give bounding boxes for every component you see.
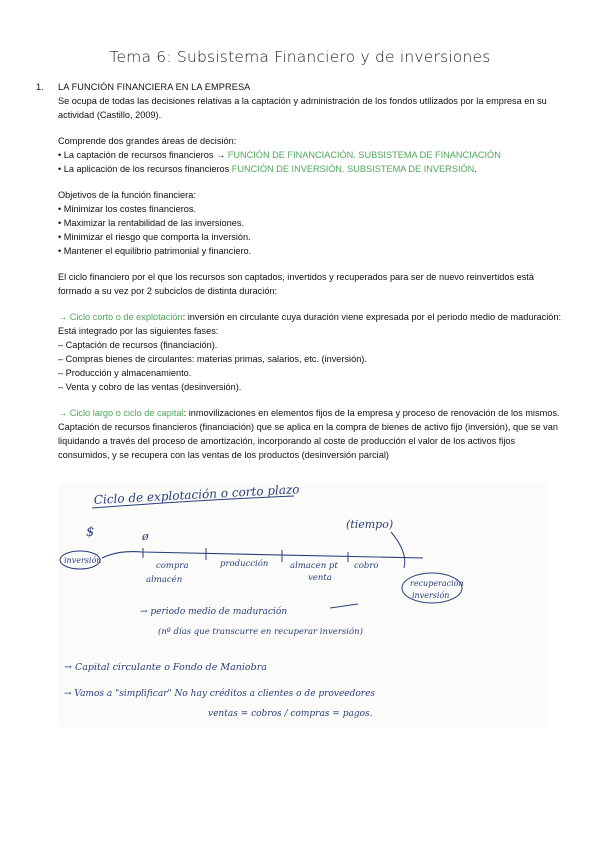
hand-pmm: → periodo medio de maduración xyxy=(140,607,288,617)
objective-item: • Maximizar la rentabilidad de las inversiones. xyxy=(58,218,245,228)
handwritten-notes-image xyxy=(58,482,548,727)
area-financing xyxy=(58,148,566,162)
hand-pmm-detail: (nº días que transcurre en recuperar inversión) xyxy=(158,627,363,637)
long-cycle xyxy=(58,406,566,420)
hand-ventas: ventas = cobros / compras = pagos. xyxy=(208,709,373,719)
section-heading xyxy=(36,80,566,94)
long-cycle-text: : inmovilizaciones en elementos fijos de la empresa y proceso de renovación de los mismos. xyxy=(183,408,560,418)
objectives-heading: Objetivos de la función financiera: xyxy=(58,190,196,200)
arrow-icon: → xyxy=(215,150,226,160)
document-body xyxy=(36,80,566,462)
hand-recuperacion: recuperación xyxy=(410,579,464,588)
hand-cobro: cobro xyxy=(354,561,379,571)
area-investment-tail: . xyxy=(474,164,477,174)
short-phase-item: – Producción y almacenamiento. xyxy=(58,368,192,378)
hand-title: Ciclo de explotación o corto plazo xyxy=(93,482,300,507)
short-cycle xyxy=(58,310,566,338)
short-phase-item: – Captación de recursos (financiación). xyxy=(58,340,218,350)
hand-inversion2: inversión xyxy=(412,591,450,600)
short-phase-item: – Compras bienes de circulantes: materias primas, salarios, etc. (inversión). xyxy=(58,354,367,364)
hand-compra: compra xyxy=(156,561,189,571)
cycle-intro: El ciclo financiero por el que los recursos son captados, invertidos y recuperados para ser de nuevo reinvertidos está formado a su vez por 2 subciclos de distinta duración: xyxy=(58,272,534,296)
objective-item: • Minimizar el riesgo que comporta la inversión. xyxy=(58,232,251,242)
long-cycle-label: → Ciclo largo o ciclo de capital xyxy=(58,408,184,418)
hand-venta: venta xyxy=(308,573,332,583)
hand-capital: → Capital circulante o Fondo de Maniobra xyxy=(64,662,267,673)
hand-inversion: inversión xyxy=(64,556,102,565)
hand-produccion: producción xyxy=(220,559,269,569)
intro-paragraph: Se ocupa de todas las decisiones relativas a la captación y administración de los fondos utilizados por la empresa en su actividad (Castillo, 2009). xyxy=(58,96,547,120)
section-title: LA FUNCIÓN FINANCIERA EN LA EMPRESA xyxy=(58,82,251,92)
hand-tiempo: (tiempo) xyxy=(346,518,394,531)
hand-dollar: $ xyxy=(86,525,95,540)
long-cycle-detail: Captación de recursos financieros (financiación) que se aplica en la compra de bienes de activo fijo (inversión), que se van liquidando a través del proceso de amortización, incorporando al coste de producción el valor de los activos fijos consumidos, y se recupera con las ventas de los productos (desinversión parcial) xyxy=(58,422,558,460)
hand-phi: ø xyxy=(142,530,149,543)
objective-item: • Minimizar los costes financieros. xyxy=(58,204,197,214)
section-number: 1. xyxy=(36,82,44,92)
short-cycle-label: → Ciclo corto o de explotación xyxy=(58,312,183,322)
hand-almacenpt: almacen pt xyxy=(290,561,338,571)
area-financing-function: FUNCIÓN DE FINANCIACIÓN. SUBSISTEMA DE FINANCIACIÓN xyxy=(227,150,501,160)
area-investment-text: • La aplicación de los recursos financieros xyxy=(58,164,230,174)
area-investment xyxy=(58,162,566,176)
objective-item: • Mantener el equilibrio patrimonial y financiero. xyxy=(58,246,252,256)
short-cycle-text: : inversión en circulante cuya duración viene expresada por el periodo medio de maduración: Está integrado por las siguientes fases: xyxy=(58,312,562,336)
hand-almacen: almacén xyxy=(146,575,183,585)
area-financing-text: • La captación de recursos financieros xyxy=(58,150,214,160)
hand-simplificar: → Vamos a "simplificar" No hay créditos a clientes o de proveedores xyxy=(64,689,376,699)
short-phase-item: – Venta y cobro de las ventas (desinversión). xyxy=(58,382,242,392)
handwritten-diagram xyxy=(58,482,548,727)
page-title: Tema 6: Subsistema Financiero y de inversiones xyxy=(109,48,491,66)
area-investment-function: FUNCIÓN DE INVERSIÓN. SUBSISTEMA DE INVERSIÓN xyxy=(231,164,475,174)
areas-heading: Comprende dos grandes áreas de decisión: xyxy=(58,136,237,146)
